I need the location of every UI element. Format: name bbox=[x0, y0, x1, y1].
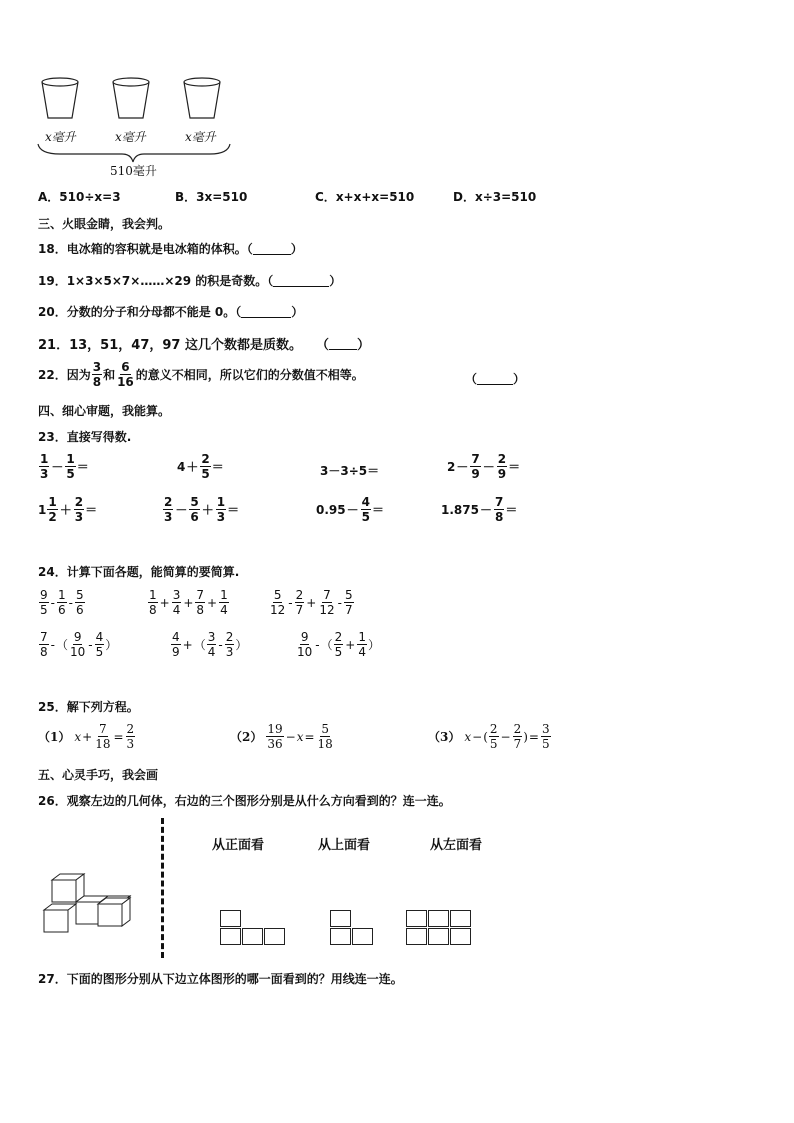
answer-blank[interactable] bbox=[253, 243, 291, 255]
expression: $\frac{1}{8}$ + $\frac{3}{4}$ + $\frac{7}{8}$ + $\frac{1}{4}$ bbox=[149, 588, 228, 617]
section-title: 三、火眼金睛，我会判。 bbox=[38, 217, 171, 231]
cup-label: x毫升 bbox=[45, 130, 76, 144]
option-c: C． x+x+x=510 bbox=[315, 189, 415, 204]
expression: 3－3÷5＝ bbox=[320, 464, 380, 478]
question-22: 22．因为 $\frac{3}{8}$ 和 $\frac{6}{16}$ 的意义不相同，所以它们的分数值不相等。 bbox=[38, 360, 364, 389]
equation: （2） $\frac{19}{36}$ − x = $\frac{5}{18}$ bbox=[230, 722, 333, 751]
question-25-title: 25．解下列方程。 bbox=[38, 700, 139, 714]
option-a: A． 510÷x=3 bbox=[38, 189, 121, 204]
expression: 1.875 － $\frac{7}{8}$ ＝ bbox=[441, 495, 518, 524]
expression: 2 － $\frac{7}{9}$ － $\frac{2}{9}$ ＝ bbox=[447, 452, 521, 481]
view-shape[interactable] bbox=[330, 910, 375, 948]
expression: $\frac{5}{12}$ - $\frac{2}{7}$ + $\frac{7}{12}$ - $\frac{5}{7}$ bbox=[270, 588, 353, 617]
expression: 4 ＋ $\frac{2}{5}$ ＝ bbox=[177, 452, 224, 481]
expression: $\frac{9}{10}$ - （ $\frac{2}{5}$ + $\frac{1}{4}$ ） bbox=[297, 630, 380, 659]
question-27-title: 27．下面的图形分别从下边立体图形的哪一面看到的？用线连一连。 bbox=[38, 972, 403, 986]
question-18: 18．电冰箱的容积就是电冰箱的体积。（ ） bbox=[38, 242, 303, 256]
cup-label: x毫升 bbox=[115, 130, 146, 144]
answer-blank[interactable] bbox=[241, 306, 291, 318]
question-26-title: 26．观察左边的几何体，右边的三个图形分别是从什么方向看到的？连一连。 bbox=[38, 794, 451, 808]
cup-icon bbox=[42, 78, 78, 118]
section-title: 四、细心审题，我能算。 bbox=[38, 404, 171, 418]
expression: $\frac{7}{8}$ - （ $\frac{9}{10}$ - $\frac{4}{5}$ ） bbox=[40, 630, 118, 659]
answer-blank[interactable] bbox=[477, 373, 513, 385]
view-label-front: 从正面看 bbox=[212, 838, 265, 853]
view-label-left: 从左面看 bbox=[430, 838, 483, 853]
option-b: B． 3x=510 bbox=[175, 189, 248, 204]
total-label: 510毫升 bbox=[110, 164, 157, 178]
expression: $\frac{4}{9}$ + （ $\frac{3}{4}$ - $\frac{2}{3}$ ） bbox=[172, 630, 248, 659]
expression: $\frac{2}{3}$ － $\frac{5}{6}$ ＋ $\frac{1}{3}$ ＝ bbox=[164, 495, 240, 524]
view-label-top: 从上面看 bbox=[318, 838, 371, 853]
question-24-title: 24．计算下面各题，能简算的要简算. bbox=[38, 565, 240, 579]
answer-blank[interactable] bbox=[329, 338, 357, 350]
cup-icon bbox=[113, 78, 149, 118]
equation: （3） x − ( $\frac{2}{5}$ − $\frac{2}{7}$ ) = $\frac{3}{5}$ bbox=[428, 722, 550, 751]
dashed-divider bbox=[161, 818, 164, 958]
brace-icon bbox=[38, 144, 230, 162]
question-22-answer: （ ） bbox=[465, 372, 526, 386]
answer-blank[interactable] bbox=[273, 275, 329, 287]
question-20: 20．分数的分子和分母都不能是 0。（ ） bbox=[38, 305, 304, 319]
cup-label: x毫升 bbox=[185, 130, 216, 144]
view-shape[interactable] bbox=[406, 910, 473, 948]
expression: $\frac{9}{5}$ - $\frac{1}{6}$ - $\frac{5}{6}$ bbox=[40, 588, 84, 617]
section-title: 五、心灵手巧，我会画 bbox=[38, 768, 159, 782]
cube-solid-figure bbox=[40, 872, 145, 934]
expression: 1 $\frac{1}{2}$ ＋ $\frac{2}{3}$ ＝ bbox=[38, 495, 98, 524]
question-23-title: 23．直接写得数. bbox=[38, 430, 132, 444]
option-d: D． x÷3=510 bbox=[453, 189, 537, 204]
question-21: 21．13，51，47，97 这几个数都是质数。 （ ） bbox=[38, 338, 371, 353]
view-shape[interactable] bbox=[220, 910, 287, 948]
expression: 0.95 － $\frac{4}{5}$ ＝ bbox=[316, 495, 384, 524]
equation: （1） x + $\frac{7}{18}$ = $\frac{2}{3}$ bbox=[38, 722, 135, 751]
expression: $\frac{1}{3}$ － $\frac{1}{5}$ ＝ bbox=[40, 452, 89, 481]
cup-icon bbox=[184, 78, 220, 118]
question-19: 19．1×3×5×7×……×29 的积是奇数。（ ） bbox=[38, 274, 342, 288]
